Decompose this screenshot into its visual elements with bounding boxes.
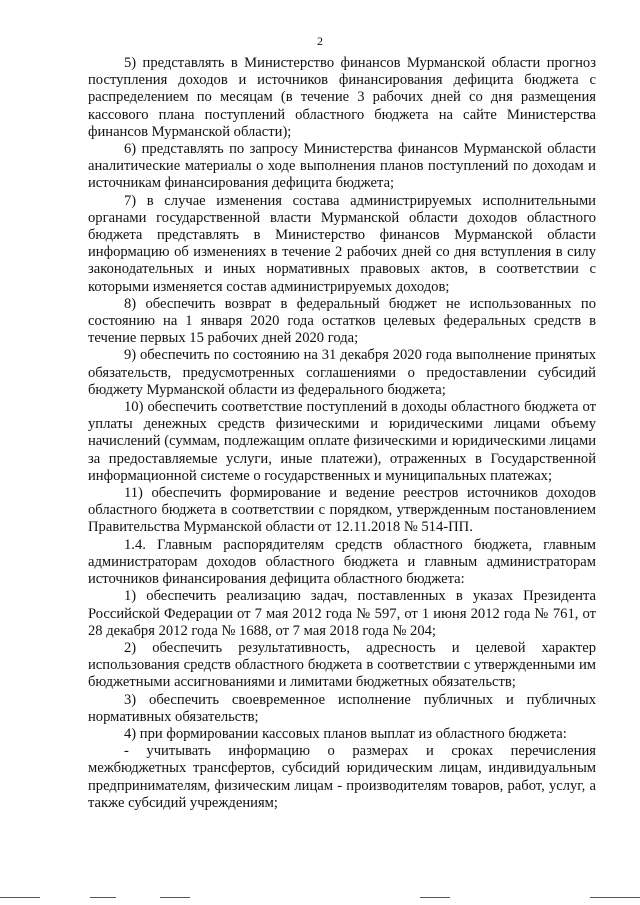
paragraph-section-1-4: 1.4. Главным распорядителям средств областного бюджета, главным администраторам доходов областного бюджета и главным администраторам источников финансирования дефицита областного бюджета: (88, 536, 596, 588)
scan-edge-mark-center (160, 897, 190, 898)
paragraph-item-11: 11) обеспечить формирование и ведение реестров источников доходов областного бюджета в соответствии с порядком, утвержденным постановлением Правительства Мурманской области от 12.11.2018 № 514-ПП. (88, 485, 596, 536)
paragraph-item-7: 7) в случае изменения состава администрируемых исполнительными органами государственной власти Мурманской области доходов областного бюджета представлять в Министерство финансов Мурманской области информацию об изменениях в течение 2 рабочих дней со дня вступления в силу законодательных и иных нормативных правовых актов, в соответствии с которыми изменяется состав администрируемых доходов; (88, 192, 596, 295)
paragraph-subitem-4: 4) при формировании кассовых планов выплат из областного бюджета: (124, 725, 567, 742)
paragraph-dash-item: - учитывать информацию о размерах и сроках перечисления межбюджетных трансфертов, субсидий юридическим лицам, индивидуальным предпринимателям, физическим лицам - производителям товаров, работ, услуг, а также субсидий учреждениям; (88, 743, 596, 811)
document-body (88, 55, 596, 812)
scan-edge-mark-left (0, 897, 40, 898)
paragraph-subitem-3: 3) обеспечить своевременное исполнение публичных и публичных нормативных обязательств; (88, 691, 596, 725)
scan-edge-mark-center-right (420, 897, 450, 898)
paragraph-item-5: 5) представлять в Министерство финансов Мурманской области прогноз поступления доходов и источников финансирования дефицита бюджета с распределением по месяцам (в течение 3 рабочих дней со дня размещения кассового плана поступлений областного бюджета на сайте Министерства финансов Мурманской области); (88, 55, 596, 140)
paragraph-item-9: 9) обеспечить по состоянию на 31 декабря 2020 года выполнение принятых обязательств, предусмотренных соглашениями о предоставлении субсидий бюджету Мурманской области из федерального бюджета; (88, 347, 596, 398)
paragraph-item-8: 8) обеспечить возврат в федеральный бюджет не использованных по состоянию на 1 января 2020 года остатков целевых федеральных средств в течение первых 15 рабочих дней 2020 года; (88, 295, 596, 347)
scan-edge-mark-right (590, 897, 640, 898)
page-number: 2 (317, 34, 323, 48)
paragraph-subitem-2: 2) обеспечить результативность, адресность и целевой характер использования средств областного бюджета в соответствии с утвержденными им бюджетными ассигнованиями и лимитами бюджетных обязательств; (88, 639, 596, 691)
paragraph-item-6: 6) представлять по запросу Министерства финансов Мурманской области аналитические материалы о ходе выполнения планов поступлений по доходам и источникам финансирования дефицита бюджета; (88, 141, 596, 192)
scan-edge-mark-center-left (90, 897, 116, 898)
paragraph-subitem-1: 1) обеспечить реализацию задач, поставленных в указах Президента Российской Федерации от 7 мая 2012 года № 597, от 1 июня 2012 года № 761, от 28 декабря 2012 года № 1688, от 7 мая 2018 года № 204; (88, 588, 596, 639)
paragraph-item-10: 10) обеспечить соответствие поступлений в доходы областного бюджета от уплаты денежных средств физическими и юридическими лицами объему начислений (суммам, подлежащим оплате физическими и юридическими лицами за предоставляемые услуги, иные платежи), отраженных в Государственной информационной системе о государственных и муниципальных платежах; (88, 399, 596, 484)
